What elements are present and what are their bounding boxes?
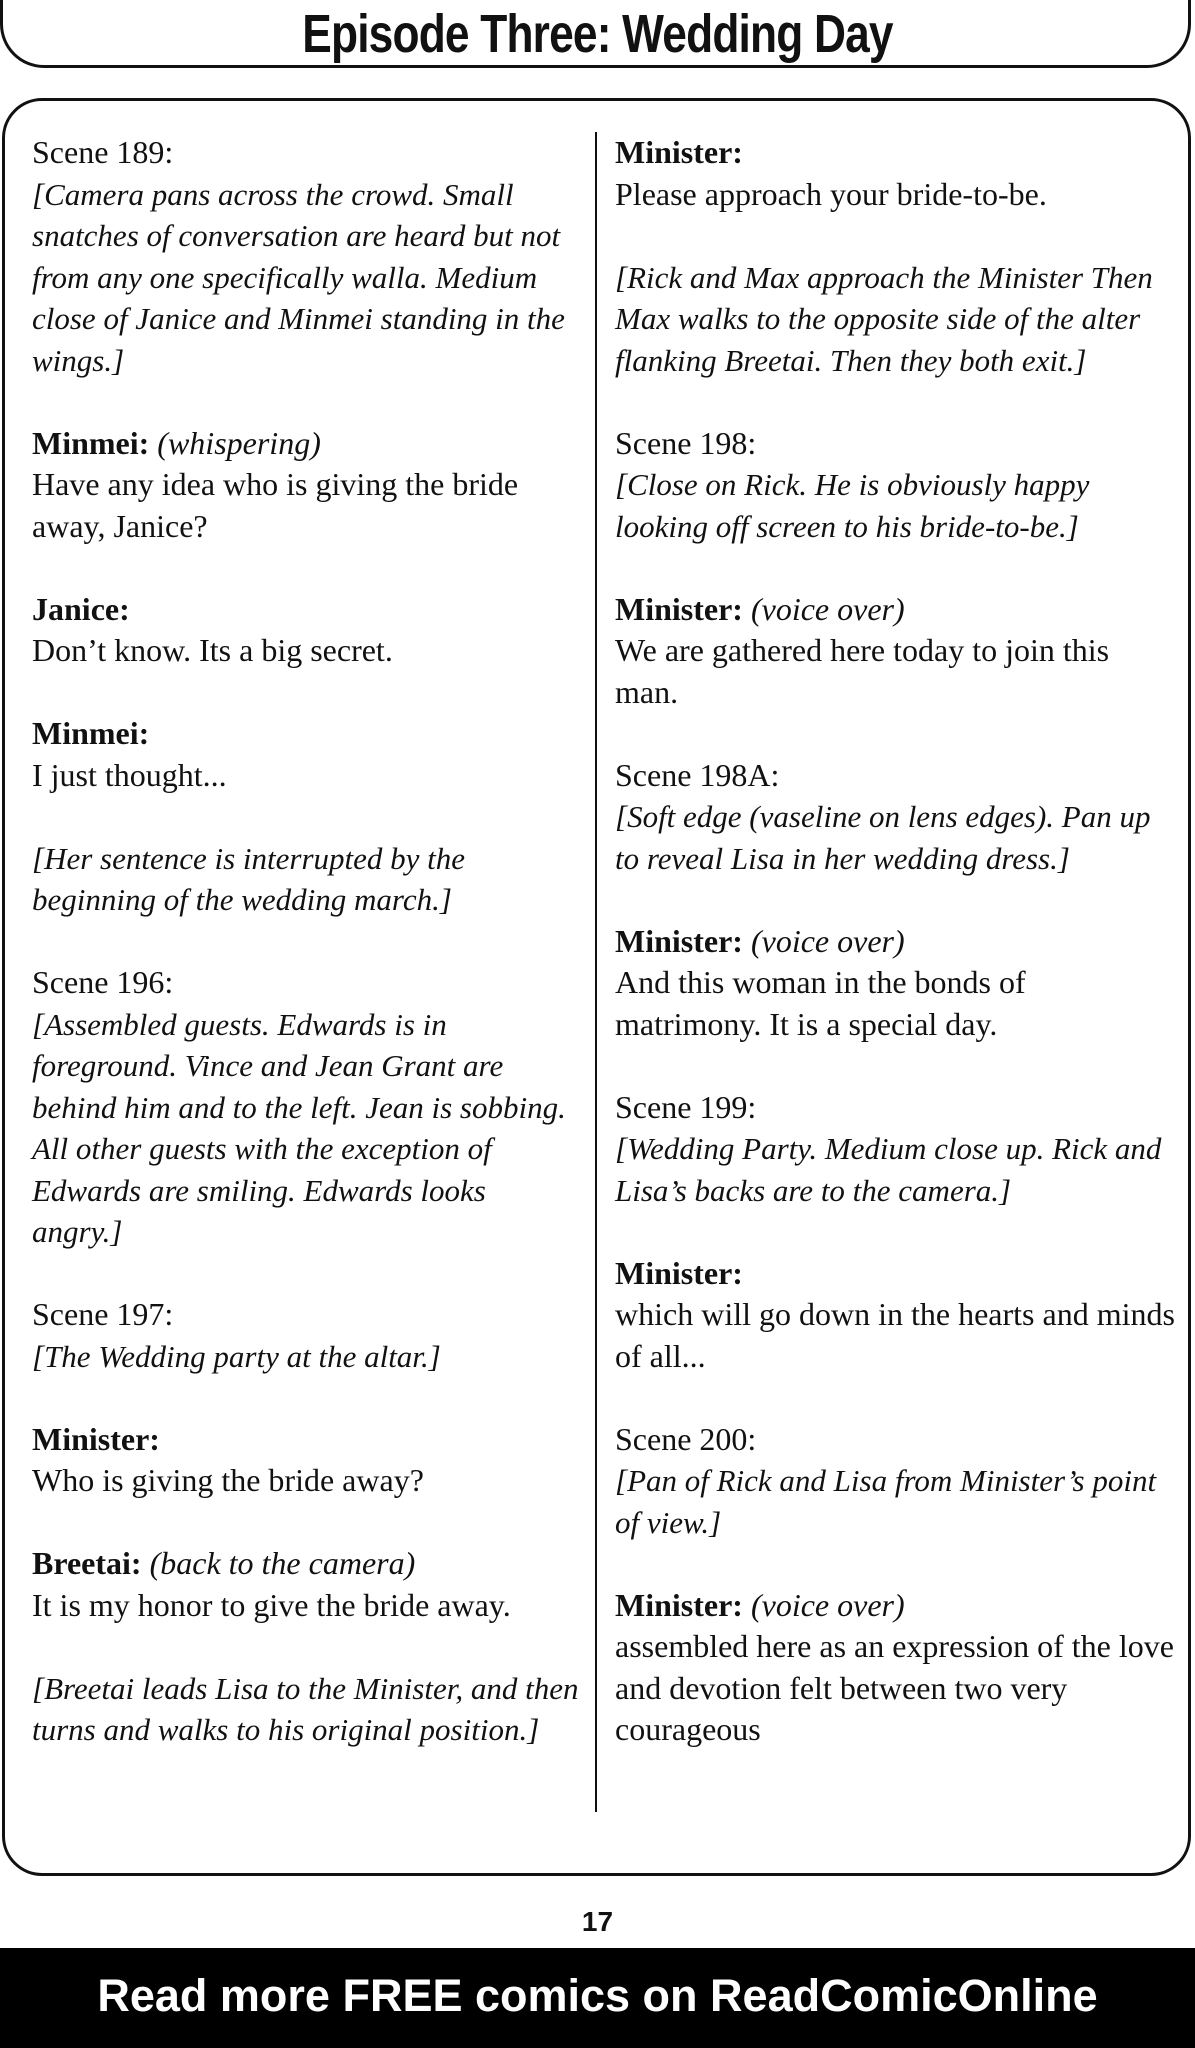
dialogue-line: Don’t know. Its a big secret.: [32, 632, 393, 668]
script-block: [615, 921, 1175, 1046]
script-block: [615, 132, 1175, 215]
dialogue-line: Have any idea who is giving the bride away, Janice?: [32, 466, 519, 544]
dialogue-line: And this woman in the bonds of matrimony. It is a special day.: [615, 964, 1026, 1042]
column-divider: [595, 132, 597, 1812]
parenthetical: (whispering): [157, 424, 321, 461]
script-block: [615, 257, 1175, 382]
parenthetical: (voice over): [750, 922, 905, 959]
script-block: [32, 1543, 580, 1626]
script-block: [32, 962, 580, 1253]
speaker-name: Minister:: [32, 1420, 160, 1457]
script-block: [32, 1668, 580, 1751]
dialogue-line: assembled here as an expression of the love and devotion felt between two very courageous: [615, 1628, 1174, 1747]
stage-direction: [Breetai leads Lisa to the Minister, and then turns and walks to his original position.]: [32, 1670, 579, 1747]
page-number: 17: [581, 1906, 614, 1937]
speaker-name: Minmei:: [32, 424, 150, 461]
stage-direction: [Assembled guests. Edwards is in foreground. Vince and Jean Grant are behind him and to the left. Jean is sobbing. All other guests with the exception of Edwards are smiling. Edwards looks angry.]: [32, 1006, 566, 1249]
script-block: [615, 1419, 1175, 1544]
dialogue-line: I just thought...: [32, 756, 227, 793]
promo-banner-text[interactable]: Read more FREE comics on ReadComicOnline: [97, 1970, 1098, 2021]
speaker-line: [32, 1543, 580, 1585]
stage-direction: [Her sentence is interrupted by the beginning of the wedding march.]: [32, 840, 466, 917]
speaker-name: Minister:: [615, 1254, 743, 1291]
script-block: [32, 838, 580, 921]
promo-banner[interactable]: [0, 1948, 1195, 2048]
stage-direction: [The Wedding party at the altar.]: [32, 1338, 441, 1374]
scene-heading: Scene 200:: [615, 1420, 757, 1457]
speaker-name: Janice:: [32, 590, 130, 627]
stage-direction: [Soft edge (vaseline on lens edges). Pan up to reveal Lisa in her wedding dress.]: [615, 799, 1151, 876]
speaker-line: [615, 1585, 1175, 1627]
speaker-name: Minmei:: [32, 715, 150, 751]
speaker-name: Minister:: [615, 1586, 743, 1623]
script-block: [32, 132, 580, 381]
script-block: [615, 589, 1175, 714]
scene-heading: Scene 198:: [615, 424, 757, 461]
scene-heading: Scene 196:: [32, 964, 174, 1000]
scene-heading: Scene 189:: [32, 134, 174, 170]
script-block: [32, 589, 580, 672]
speaker-name: Minister:: [615, 134, 743, 170]
script-block: [32, 1294, 580, 1377]
dialogue-line: We are gathered here today to join this man.: [615, 632, 1110, 710]
speaker-line: [32, 589, 580, 631]
dialogue-line: Who is giving the bride away?: [32, 1462, 424, 1498]
script-block: [615, 423, 1175, 548]
speaker-name: Minister:: [615, 922, 743, 959]
stage-direction: [Wedding Party. Medium close up. Rick and Lisa’s backs are to the camera.]: [615, 1131, 1162, 1208]
speaker-line: [32, 1419, 580, 1461]
script-block: [615, 1087, 1175, 1212]
speaker-line: [32, 423, 580, 465]
script-block: [615, 1253, 1175, 1378]
scene-heading: Scene 197:: [32, 1296, 174, 1332]
script-column-right: [615, 132, 1175, 1792]
stage-direction: [Rick and Max approach the Minister Then Max walks to the opposite side of the alter flanking Breetai. Then they both exit.]: [615, 259, 1153, 378]
scene-heading: Scene 198A:: [615, 756, 780, 793]
stage-direction: [Camera pans across the crowd. Small snatches of conversation are heard but not from any one specifically walla. Medium close of Janice and Minmei standing in the wings.]: [32, 176, 565, 378]
speaker-line: [615, 1253, 1175, 1295]
dialogue-line: which will go down in the hearts and minds of all...: [615, 1296, 1175, 1374]
script-block: [615, 755, 1175, 880]
stage-direction: [Close on Rick. He is obviously happy looking off screen to his bride-to-be.]: [615, 467, 1090, 544]
speaker-name: Minister:: [615, 590, 743, 627]
dialogue-line: Please approach your bride-to-be.: [615, 175, 1047, 212]
stage-direction: [Pan of Rick and Lisa from Minister’s point of view.]: [615, 1463, 1157, 1540]
dialogue-line: It is my honor to give the bride away.: [32, 1586, 511, 1623]
script-block: [615, 1585, 1175, 1751]
scene-heading: Scene 199:: [615, 1088, 757, 1125]
script-column-left: [32, 132, 580, 1792]
speaker-line: [615, 921, 1175, 963]
page-title: Episode Three: Wedding Day: [302, 4, 893, 64]
speaker-line: [615, 132, 1175, 174]
script-block: [32, 423, 580, 548]
script-block: [32, 713, 580, 796]
script-block: [32, 1419, 580, 1502]
parenthetical: (voice over): [750, 1586, 905, 1623]
speaker-name: Breetai:: [32, 1545, 142, 1581]
speaker-line: [32, 713, 580, 755]
speaker-line: [615, 589, 1175, 631]
parenthetical: (back to the camera): [149, 1545, 416, 1581]
parenthetical: (voice over): [750, 590, 905, 627]
